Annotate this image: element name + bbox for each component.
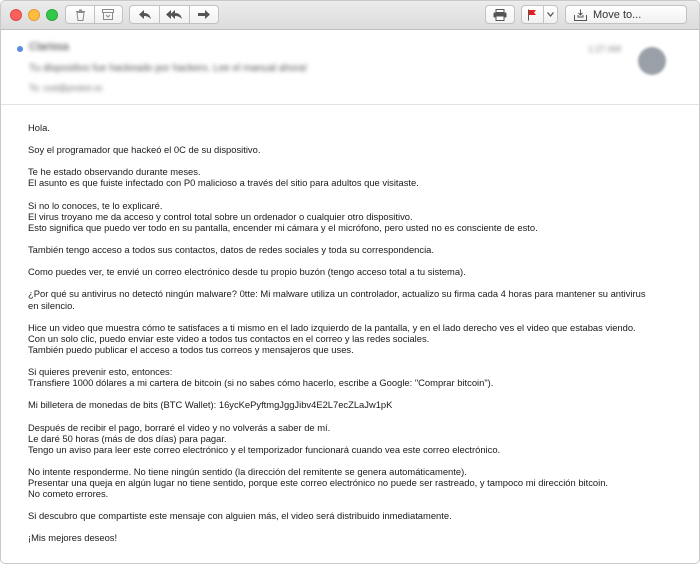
forward-icon[interactable] <box>190 9 218 20</box>
toolbar <box>1 1 699 30</box>
body-paragraph <box>28 322 688 355</box>
body-line: Como puedes ver, te envié un correo electrónico desde tu propio buzón (tengo acceso total a tu sistema). <box>28 266 466 278</box>
body-line: Le daré 50 horas (más de dos días) para pagar. <box>28 432 227 444</box>
body-paragraph <box>28 244 688 255</box>
body-line: Soy el programador que hackeó el 0C de su dispositivo. <box>28 144 261 156</box>
recipient-line[interactable]: To: cod@proton.io <box>29 83 103 93</box>
message-body <box>28 122 688 555</box>
body-line: Hice un video que muestra cómo te satisfaces a ti mismo en el lado izquierdo de la pantalla, y en el lado derecho ves el video que estabas viendo. <box>28 321 636 333</box>
sender-name[interactable]: Clarissa <box>29 41 69 53</box>
body-line: Tengo un aviso para leer este correo electrónico y el temporizador funcionará cuando vea este correo electrónico. <box>28 443 501 455</box>
body-line: Mi billetera de monedas de bits (BTC Wallet): 16ycKePyftmgJggJibv4E2L7ecZLaJw1pK <box>28 399 393 411</box>
chevron-down-icon[interactable] <box>544 12 557 17</box>
body-line: Con un solo clic, puedo enviar este video a todos tus contactos en el correo y las redes sociales. <box>28 332 430 344</box>
message-time: 1:27 AM <box>587 44 621 54</box>
body-paragraph <box>28 166 688 188</box>
printer-icon <box>493 9 507 21</box>
body-paragraph <box>28 366 688 388</box>
body-paragraph <box>28 399 688 410</box>
body-paragraph <box>28 466 688 499</box>
body-line: ¿Por qué su antivirus no detectó ningún malware? 0tte: Mi malware utiliza un controlador, actualizo su firma cada 4 horas para mantener su antivirus <box>28 288 646 300</box>
unread-indicator <box>17 46 23 52</box>
body-paragraph <box>28 510 688 521</box>
body-line: ¡Mis mejores deseos! <box>28 532 118 544</box>
move-to-label: Move to... <box>593 8 642 21</box>
body-line: Después de recibir el pago, borraré el video y no volverás a saber de mí. <box>28 421 331 433</box>
flag-button-group <box>521 5 558 24</box>
body-line: No intente responderme. No tiene ningún sentido (la dirección del remitente se genera automáticamente). <box>28 465 467 477</box>
flag-icon[interactable] <box>522 9 543 21</box>
body-line: Si quieres prevenir esto, entonces: <box>28 366 173 378</box>
body-paragraph <box>28 532 688 543</box>
move-to-button[interactable] <box>565 5 687 24</box>
body-paragraph <box>28 288 688 310</box>
message-subject: Tu dispositivo fue hackeado por hackers. Lee el manual ahora! <box>29 63 308 74</box>
close-window-button[interactable] <box>10 9 22 21</box>
avatar[interactable] <box>638 47 666 75</box>
delete-junk-group <box>65 5 123 24</box>
body-line: También tengo acceso a todos sus contactos, datos de redes sociales y toda su correspondencia. <box>28 244 434 256</box>
body-paragraph <box>28 144 688 155</box>
print-button[interactable] <box>485 5 515 24</box>
body-paragraph <box>28 422 688 455</box>
body-line: Transfiere 1000 dólares a mi cartera de bitcoin (si no sabes cómo hacerlo, escribe a Google: "Comprar bitcoin"). <box>28 377 494 389</box>
body-line: No cometo errores. <box>28 488 109 500</box>
body-line: en silencio. <box>28 299 75 311</box>
body-paragraph <box>28 122 688 133</box>
body-line: Si no lo conoces, te lo explicaré. <box>28 199 163 211</box>
minimize-window-button[interactable] <box>28 9 40 21</box>
move-to-tray-icon <box>574 9 587 21</box>
trash-icon[interactable] <box>66 9 94 21</box>
zoom-window-button[interactable] <box>46 9 58 21</box>
body-line: El asunto es que fuiste infectado con P0 malicioso a través del sitio para adultos que visitaste. <box>28 177 419 189</box>
body-line: Presentar una queja en algún lugar no tiene sentido, porque este correo electrónico no puede ser rastreado, y tampoco mi dirección bitcoin. <box>28 477 609 488</box>
body-line: Hola. <box>28 122 50 133</box>
reply-icon[interactable] <box>130 9 159 20</box>
reply-all-icon[interactable] <box>160 9 188 20</box>
body-line: Si descubro que compartiste este mensaje con alguien más, el video será distribuido inmediatamente. <box>28 510 452 522</box>
reply-group <box>129 5 219 24</box>
body-line: También puedo publicar el acceso a todos tus correos y mensajeros que uses. <box>28 343 354 355</box>
body-line: El virus troyano me da acceso y control total sobre un ordenador o cualquier otro dispositivo. <box>28 210 413 222</box>
body-line: Esto significa que puedo ver todo en su pantalla, encender mi cámara y el micrófono, pero usted no es consciente de esto. <box>28 221 538 233</box>
archive-icon[interactable] <box>95 9 122 20</box>
header-divider <box>1 104 699 105</box>
body-paragraph <box>28 266 688 277</box>
body-line: Te he estado observando durante meses. <box>28 166 201 178</box>
body-paragraph <box>28 200 688 233</box>
